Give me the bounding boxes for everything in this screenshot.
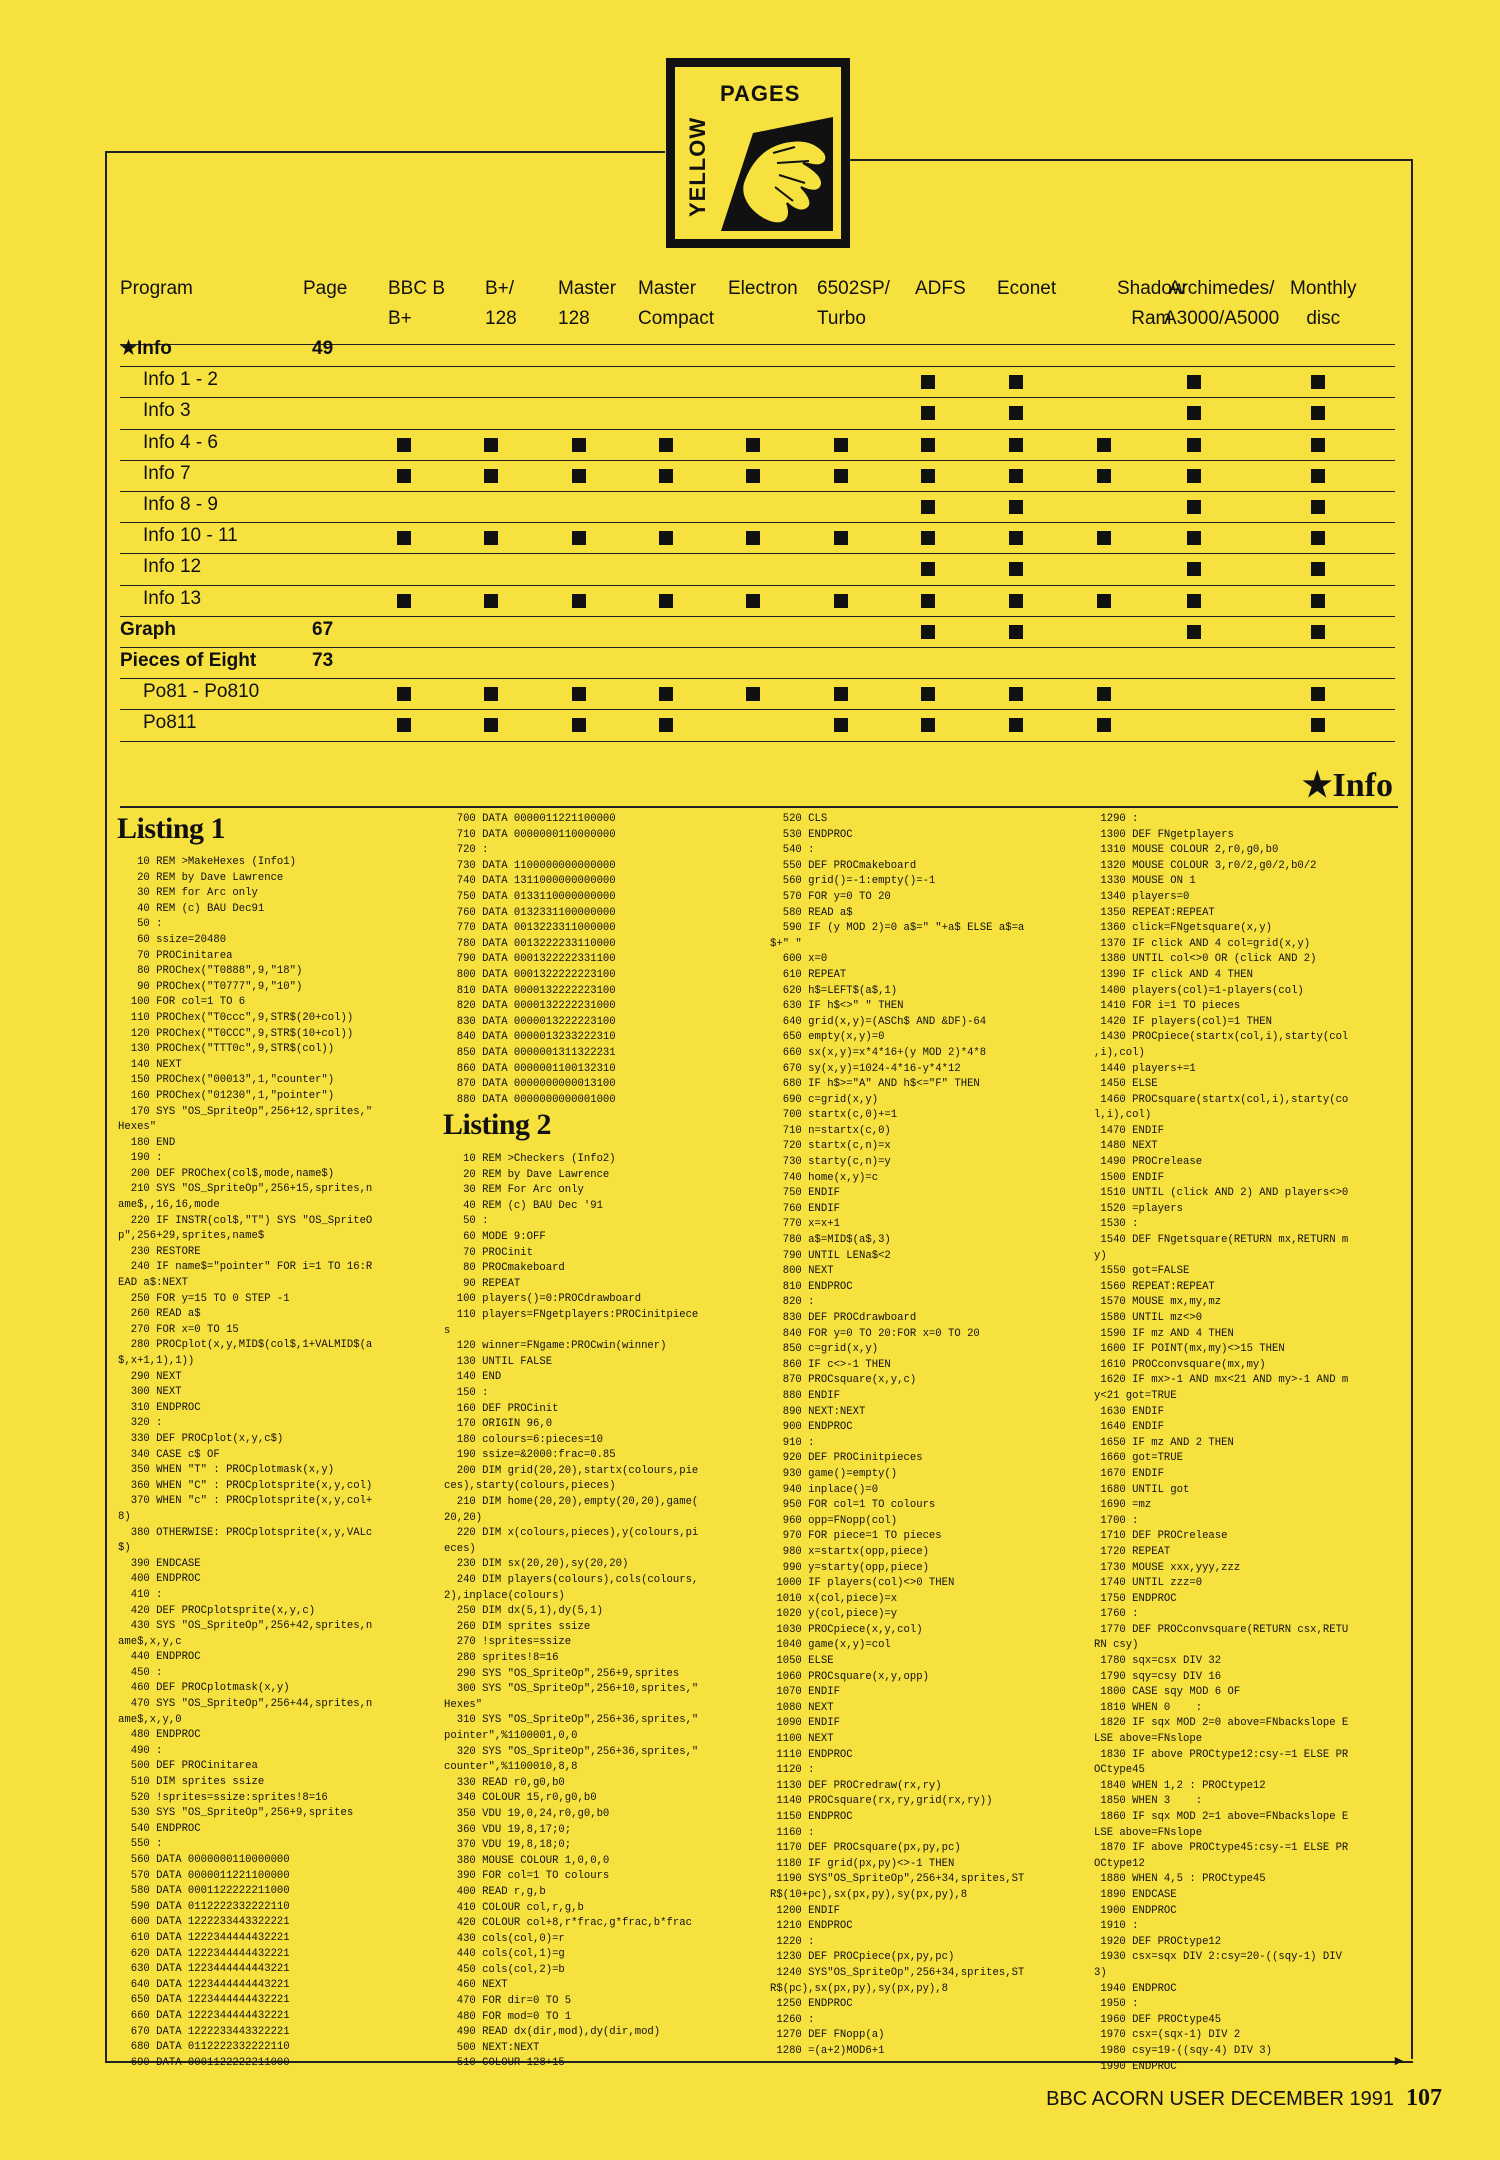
compatibility-mark-icon (1311, 406, 1325, 420)
compatibility-mark-icon (1009, 500, 1023, 514)
compatibility-mark-icon (1311, 687, 1325, 701)
compatibility-mark-icon (659, 531, 673, 545)
row-label: Info 1 - 2 (143, 369, 218, 391)
compatibility-mark-icon (1009, 562, 1023, 576)
column-header-program: Program (120, 278, 193, 299)
row-rule (120, 491, 1395, 492)
row-label: Po811 (143, 712, 197, 734)
compatibility-mark-icon (1187, 594, 1201, 608)
row-rule (120, 397, 1395, 398)
row-label: Pieces of Eight (120, 650, 257, 671)
compatibility-mark-icon (1187, 531, 1201, 545)
code-column-4: 1290 : 1300 DEF FNgetplayers 1310 MOUSE COLOUR 2,r0,g0,b0 1320 MOUSE COLOUR 3,r0/2,g0/2,b0/2 1330 MOUSE ON 1 1340 players=0 1350 REPEAT:REPEAT 1360 click=FNgetsquare(x,y) 1370 IF click AND 4 col=grid(x,y) 1380 UNTIL col<>0 OR (click AND 2) 1390 IF click AND 4 THEN 1400 players(col)=1-players(col) 1410 FOR i=1 TO pieces 1420 IF players(col)=1 THEN 1430 PROCpiece(startx(col,i),starty(col ,i),col) 1440 players+=1 1450 ELSE 1460 PROCsquare(startx(col,i),starty(co l,i),col) 1470 ENDIF 1480 NEXT 1490 PROCrelease 1500 ENDIF 1510 UNTIL (click AND 2) AND players<>0 1520 =players 1530 : 1540 DEF FNgetsquare(RETURN mx,RETURN m y) 1550 got=FALSE 1560 REPEAT:REPEAT 1570 MOUSE mx,my,mz 1580 UNTIL mz<>0 1590 IF mz AND 4 THEN 1600 IF POINT(mx,my)<>15 THEN 1610 PROCconvsquare(mx,my) 1620 IF mx>-1 AND mx<21 AND my>-1 AND m y<21 got=TRUE 1630 ENDIF 1640 ENDIF 1650 IF mz AND 2 THEN 1660 got=TRUE 1670 ENDIF 1680 UNTIL got 1690 =mz 1700 : 1710 DEF PROCrelease 1720 REPEAT 1730 MOUSE xxx,yyy,zzz 1740 UNTIL zzz=0 1750 ENDPROC 1760 : 1770 DEF PROCconvsquare(RETURN csx,RETU RN csy) 1780 sqx=csx DIV 32 1790 sqy=csy DIV 16 1800 CASE sqy MOD 6 OF 1810 WHEN 0 : 1820 IF sqx MOD 2=0 above=FNbackslope E LSE above=FNslope 1830 IF above PROCtype12:csy-=1 ELSE PR OCtype45 1840 WHEN 1,2 : PROCtype12 1850 WHEN 3 : 1860 IF sqx MOD 2=1 above=FNbackslope E LSE above=FNslope 1870 IF above PROCtype45:csy-=1 ELSE PR OCtype12 1880 WHEN 4,5 : PROCtype45 1890 ENDCASE 1900 ENDPROC 1910 : 1920 DEF PROCtype12 1930 csx=sqx DIV 2:csy=20-((sqy-1) DIV 3) 1940 ENDPROC 1950 : 1960 DEF PROCtype45 1970 csx=(sqx-1) DIV 2 1980 csy=19-((sqy-4) DIV 3) 1990 ENDPROC (1094, 813, 1349, 2073)
compatibility-mark-icon (1187, 406, 1201, 420)
row-rule (120, 460, 1395, 461)
compatibility-mark-icon (1311, 594, 1325, 608)
compatibility-mark-icon (834, 718, 848, 732)
magazine-name: BBC ACORN USER DECEMBER 1991 (1046, 2088, 1394, 2110)
compatibility-mark-icon (572, 469, 586, 483)
compatibility-mark-icon (572, 531, 586, 545)
compatibility-mark-icon (746, 438, 760, 452)
frame-left-rule (105, 152, 107, 2062)
compatibility-mark-icon (1311, 469, 1325, 483)
compatibility-mark-icon (659, 469, 673, 483)
section-title: ★Info (1302, 767, 1393, 804)
code-column-3: 520 CLS 530 ENDPROC 540 : 550 DEF PROCmakeboard 560 grid()=-1:empty()=-1 570 FOR y=0 TO 20 580 READ a$ 590 IF (y MOD 2)=0 a$=" "+a$ ELSE a$=a $+" " 600 x=0 610 REPEAT 620 h$=LEFT$(a$,1) 630 IF h$<>" " THEN 640 grid(x,y)=(ASCh$ AND &DF)-64 650 empty(x,y)=0 660 sx(x,y)=x*4*16+(y MOD 2)*4*8 670 sy(x,y)=1024-4*16-y*4*12 680 IF h$>="A" AND h$<="F" THEN 690 c=grid(x,y) 700 startx(c,0)+=1 710 n=startx(c,0) 720 startx(c,n)=x 730 starty(c,n)=y 740 home(x,y)=c 750 ENDIF 760 ENDIF 770 x=x+1 780 a$=MID$(a$,3) 790 UNTIL LENa$<2 800 NEXT 810 ENDPROC 820 : 830 DEF PROCdrawboard 840 FOR y=0 TO 20:FOR x=0 TO 20 850 c=grid(x,y) 860 IF c<>-1 THEN 870 PROCsquare(x,y,c) 880 ENDIF 890 NEXT:NEXT 900 ENDPROC 910 : 920 DEF PROCinitpieces 930 game()=empty() 940 inplace()=0 950 FOR col=1 TO colours 960 opp=FNopp(col) 970 FOR piece=1 TO pieces 980 x=startx(opp,piece) 990 y=starty(opp,piece) 1000 IF players(col)<>0 THEN 1010 x(col,piece)=x 1020 y(col,piece)=y 1030 PROCpiece(x,y,col) 1040 game(x,y)=col 1050 ELSE 1060 PROCsquare(x,y,opp) 1070 ENDIF 1080 NEXT 1090 ENDIF 1100 NEXT 1110 ENDPROC 1120 : 1130 DEF PROCredraw(rx,ry) 1140 PROCsquare(rx,ry,grid(rx,ry)) 1150 ENDPROC 1160 : 1170 DEF PROCsquare(px,py,pc) 1180 IF grid(px,py)<>-1 THEN 1190 SYS"OS_SpriteOp",256+34,sprites,ST R$(10+pc),sx(px,py),sy(px,py),8 1200 ENDIF 1210 ENDPROC 1220 : 1230 DEF PROCpiece(px,py,pc) 1240 SYS"OS_SpriteOp",256+34,sprites,ST R$(pc),sx(px,py),sy(px,py),8 1250 ENDPROC 1260 : 1270 DEF FNopp(a) 1280 =(a+2)MOD6+1 (770, 813, 1025, 2057)
compatibility-mark-icon (921, 500, 935, 514)
logo-pages-text: PAGES (720, 81, 801, 106)
frame-top-rule-left (105, 151, 665, 153)
compatibility-mark-icon (1009, 438, 1023, 452)
compatibility-mark-icon (1009, 375, 1023, 389)
compatibility-mark-icon (572, 594, 586, 608)
compatibility-mark-icon (1097, 687, 1111, 701)
row-rule (120, 366, 1395, 367)
row-label: Info 7 (143, 462, 191, 484)
logo-panel (675, 67, 841, 239)
compatibility-mark-icon (1311, 562, 1325, 576)
compatibility-mark-icon (1097, 718, 1111, 732)
row-rule (120, 678, 1395, 679)
code-column-2: 10 REM >Checkers (Info2) 20 REM by Dave Lawrence 30 REM For Arc only 40 REM (c) BAU Dec '91 50 : 60 MODE 9:OFF 70 PROCinit 80 PROCmakeboard 90 REPEAT 100 players()=0:PROCdrawboard 110 players=FNgetplayers:PROCinitpiece s 120 winner=FNgame:PROCwin(winner) 130 UNTIL FALSE 140 END 150 : 160 DEF PROCinit 170 ORIGIN 96,0 180 colours=6:pieces=10 190 ssize=&2000:frac=0.85 200 DIM grid(20,20),startx(colours,pie ces),starty(colours,pieces) 210 DIM home(20,20),empty(20,20),game( 20,20) 220 DIM x(colours,pieces),y(colours,pi eces) 230 DIM sx(20,20),sy(20,20) 240 DIM players(colours),cols(colours, 2),inplace(colours) 250 DIM dx(5,1),dy(5,1) 260 DIM sprites ssize 270 !sprites=ssize 280 sprites!8=16 290 SYS "OS_SpriteOp",256+9,sprites 300 SYS "OS_SpriteOp",256+10,sprites," Hexes" 310 SYS "OS_SpriteOp",256+36,sprites," pointer",%1100001,0,0 320 SYS "OS_SpriteOp",256+36,sprites," counter",%1100010,8,8 330 READ r0,g0,b0 340 COLOUR 15,r0,g0,b0 350 VDU 19,0,24,r0,g0,b0 360 VDU 19,8,17;0; 370 VDU 19,8,18;0; 380 MOUSE COLOUR 1,0,0,0 390 FOR col=1 TO colours 400 READ r,g,b 410 COLOUR col,r,g,b 420 COLOUR col+8,r*frac,g*frac,b*frac 430 cols(col,0)=r 440 cols(col,1)=g 450 cols(col,2)=b 460 NEXT 470 FOR dir=0 TO 5 480 FOR mod=0 TO 1 490 READ dx(dir,mod),dy(dir,mod) 500 NEXT:NEXT 510 COLOUR 128+15 (444, 1153, 699, 2070)
logo-yellow-text: YELLOW (685, 116, 710, 217)
row-rule (120, 585, 1395, 586)
compatibility-mark-icon (1187, 500, 1201, 514)
compatibility-mark-icon (921, 562, 935, 576)
yellow-pages-logo (666, 58, 850, 248)
compatibility-mark-icon (1311, 500, 1325, 514)
compatibility-mark-icon (746, 687, 760, 701)
row-rule (120, 429, 1395, 430)
column-header-master128: Master 128 (558, 278, 617, 329)
column-header-6502sp: 6502SP/ Turbo (817, 278, 890, 329)
row-rule (120, 741, 1395, 742)
compatibility-mark-icon (1187, 438, 1201, 452)
compatibility-mark-icon (1009, 687, 1023, 701)
compatibility-mark-icon (921, 438, 935, 452)
section-divider (120, 806, 1398, 808)
column-header-master-compact: Master Compact (638, 278, 715, 329)
row-label: Info 4 - 6 (143, 431, 218, 453)
compatibility-mark-icon (746, 469, 760, 483)
compatibility-mark-icon (484, 594, 498, 608)
compatibility-mark-icon (921, 375, 935, 389)
compatibility-mark-icon (921, 625, 935, 639)
page-footer (1046, 2085, 1442, 2112)
hand-icon (713, 113, 837, 235)
compatibility-mark-icon (834, 438, 848, 452)
compatibility-mark-icon (572, 687, 586, 701)
compatibility-mark-icon (397, 687, 411, 701)
continue-arrow-icon: ► (1392, 2052, 1406, 2068)
frame-right-rule (1411, 159, 1413, 2059)
listing-1-title: Listing 1 (117, 812, 226, 845)
column-header-archimedes: Archimedes/ A3000/A5000 (1164, 278, 1280, 329)
column-header-shadow-ram: Shadow Ram (1117, 278, 1186, 329)
compatibility-mark-icon (484, 718, 498, 732)
compatibility-mark-icon (921, 469, 935, 483)
row-label: Po81 - Po810 (143, 681, 260, 703)
compatibility-mark-icon (484, 531, 498, 545)
compatibility-mark-icon (397, 718, 411, 732)
compatibility-mark-icon (834, 469, 848, 483)
column-header-adfs: ADFS (915, 278, 966, 299)
compatibility-mark-icon (1097, 594, 1111, 608)
row-label: Info 13 (143, 587, 202, 609)
compatibility-mark-icon (1097, 469, 1111, 483)
compatibility-mark-icon (659, 718, 673, 732)
compatibility-mark-icon (1187, 562, 1201, 576)
row-label: Info 8 - 9 (143, 494, 218, 515)
column-header-page: Page (303, 278, 348, 299)
compatibility-mark-icon (1187, 469, 1201, 483)
row-label: Graph (120, 618, 176, 640)
column-header-bbc-b: BBC B B+ (388, 278, 446, 329)
compatibility-mark-icon (834, 531, 848, 545)
compatibility-mark-icon (1009, 594, 1023, 608)
compatibility-mark-icon (834, 687, 848, 701)
column-header-monthly-disc: Monthly disc (1290, 278, 1357, 329)
compatibility-mark-icon (1097, 531, 1111, 545)
row-label: Info 3 (143, 400, 191, 422)
row-page: 73 (312, 650, 334, 671)
row-rule (120, 553, 1395, 554)
compatibility-mark-icon (921, 531, 935, 545)
compatibility-mark-icon (1311, 375, 1325, 389)
compatibility-mark-icon (1009, 625, 1023, 639)
row-rule (120, 709, 1395, 710)
row-rule (120, 616, 1395, 617)
column-header-bplus128: B+/ 128 (485, 278, 517, 329)
compatibility-mark-icon (834, 594, 848, 608)
compatibility-mark-icon (1009, 469, 1023, 483)
compatibility-mark-icon (484, 687, 498, 701)
listing-2-title: Listing 2 (443, 1108, 552, 1141)
compatibility-mark-icon (921, 718, 935, 732)
code-column-1: 10 REM >MakeHexes (Info1) 20 REM by Dave Lawrence 30 REM for Arc only 40 REM (c) BAU Dec91 50 : 60 ssize=20480 70 PROCinitarea 80 PROChex("T0888",9,"18") 90 PROChex("T0777",9,"10") 100 FOR col=1 TO 6 110 PROChex("T0ccc",9,STR$(20+col)) 120 PROChex("T0CCC",9,STR$(10+col)) 130 PROChex("TTT0c",9,STR$(col)) 140 NEXT 150 PROChex("00013",1,"counter") 160 PROChex("01230",1,"pointer") 170 SYS "OS_SpriteOp",256+12,sprites," Hexes" 180 END 190 : 200 DEF PROChex(col$,mode,name$) 210 SYS "OS_SpriteOp",256+15,sprites,n ame$,,16,16,mode 220 IF INSTR(col$,"T") SYS "OS_SpriteO p",256+29,sprites,name$ 230 RESTORE 240 IF name$="pointer" FOR i=1 TO 16:R EAD a$:NEXT 250 FOR y=15 TO 0 STEP -1 260 READ a$ 270 FOR x=0 TO 15 280 PROCplot(x,y,MID$(col$,1+VALMID$(a $,x+1,1),1)) 290 NEXT 300 NEXT 310 ENDPROC 320 : 330 DEF PROCplot(x,y,c$) 340 CASE c$ OF 350 WHEN "T" : PROCplotmask(x,y) 360 WHEN "C" : PROCplotsprite(x,y,col) 370 WHEN "c" : PROCplotsprite(x,y,col+ 8) 380 OTHERWISE: PROCplotsprite(x,y,VALc $) 390 ENDCASE 400 ENDPROC 410 : 420 DEF PROCplotsprite(x,y,c) 430 SYS "OS_SpriteOp",256+42,sprites,n ame$,x,y,c 440 ENDPROC 450 : 460 DEF PROCplotmask(x,y) 470 SYS "OS_SpriteOp",256+44,sprites,n ame$,x,y,0 480 ENDPROC 490 : 500 DEF PROCinitarea 510 DIM sprites ssize 520 !sprites=ssize:sprites!8=16 530 SYS "OS_SpriteOp",256+9,sprites 540 ENDPROC 550 : 560 DATA 0000000110000000 570 DATA 0000011221100000 580 DATA 0001122222211000 590 DATA 0112222332222110 600 DATA 1222233443322221 610 DATA 1222344444432221 620 DATA 1222344444432221 630 DATA 1223444444443221 640 DATA 1223444444443221 650 DATA 1223444444432221 660 DATA 1222344444432221 670 DATA 1222233443322221 680 DATA 0112222332222110 690 DATA 0001122222211000 (118, 856, 373, 2069)
compatibility-mark-icon (921, 687, 935, 701)
row-rule (120, 647, 1395, 648)
compatibility-mark-icon (659, 687, 673, 701)
compatibility-mark-icon (1311, 531, 1325, 545)
compatibility-mark-icon (397, 438, 411, 452)
compatibility-mark-icon (572, 718, 586, 732)
compatibility-mark-icon (1009, 531, 1023, 545)
compatibility-mark-icon (1009, 718, 1023, 732)
row-page: 49 (312, 338, 334, 359)
compatibility-mark-icon (921, 406, 935, 420)
row-label: Info 10 - 11 (143, 525, 238, 547)
compatibility-mark-icon (572, 438, 586, 452)
frame-top-rule-right (850, 159, 1413, 161)
compatibility-mark-icon (921, 594, 935, 608)
compatibility-mark-icon (1311, 718, 1325, 732)
compatibility-mark-icon (746, 531, 760, 545)
compatibility-mark-icon (1311, 625, 1325, 639)
table-header (120, 274, 1400, 346)
row-label: ★Info (120, 338, 172, 359)
compatibility-mark-icon (746, 594, 760, 608)
compatibility-mark-icon (659, 594, 673, 608)
compatibility-mark-icon (659, 438, 673, 452)
compatibility-mark-icon (484, 438, 498, 452)
compatibility-mark-icon (397, 469, 411, 483)
compatibility-mark-icon (484, 469, 498, 483)
column-header-econet: Econet (997, 278, 1057, 299)
row-label: Info 12 (143, 556, 202, 578)
compatibility-mark-icon (1187, 625, 1201, 639)
row-rule (120, 522, 1395, 523)
compatibility-mark-icon (1009, 406, 1023, 420)
code-column-2-top: 700 DATA 0000011221100000 710 DATA 0000000110000000 720 : 730 DATA 1100000000000000 740 DATA 1311000000000000 750 DATA 0133110000000000 760 DATA 0132331100000000 770 DATA 0013223311000000 780 DATA 0013222233110000 790 DATA 0001322222331100 800 DATA 0001322222223100 810 DATA 0000132222223100 820 DATA 0000132222231000 830 DATA 0000013222223100 840 DATA 0000013233222310 850 DATA 0000001311322231 860 DATA 0000001100132310 870 DATA 0000000000013100 880 DATA 0000000000001000 (456, 813, 616, 1106)
compatibility-mark-icon (1311, 438, 1325, 452)
compatibility-mark-icon (1097, 438, 1111, 452)
compatibility-mark-icon (397, 531, 411, 545)
column-header-electron: Electron (728, 278, 798, 299)
row-page: 67 (312, 618, 334, 640)
page-number: 107 (1406, 2085, 1442, 2111)
compatibility-mark-icon (1187, 375, 1201, 389)
compatibility-mark-icon (397, 594, 411, 608)
